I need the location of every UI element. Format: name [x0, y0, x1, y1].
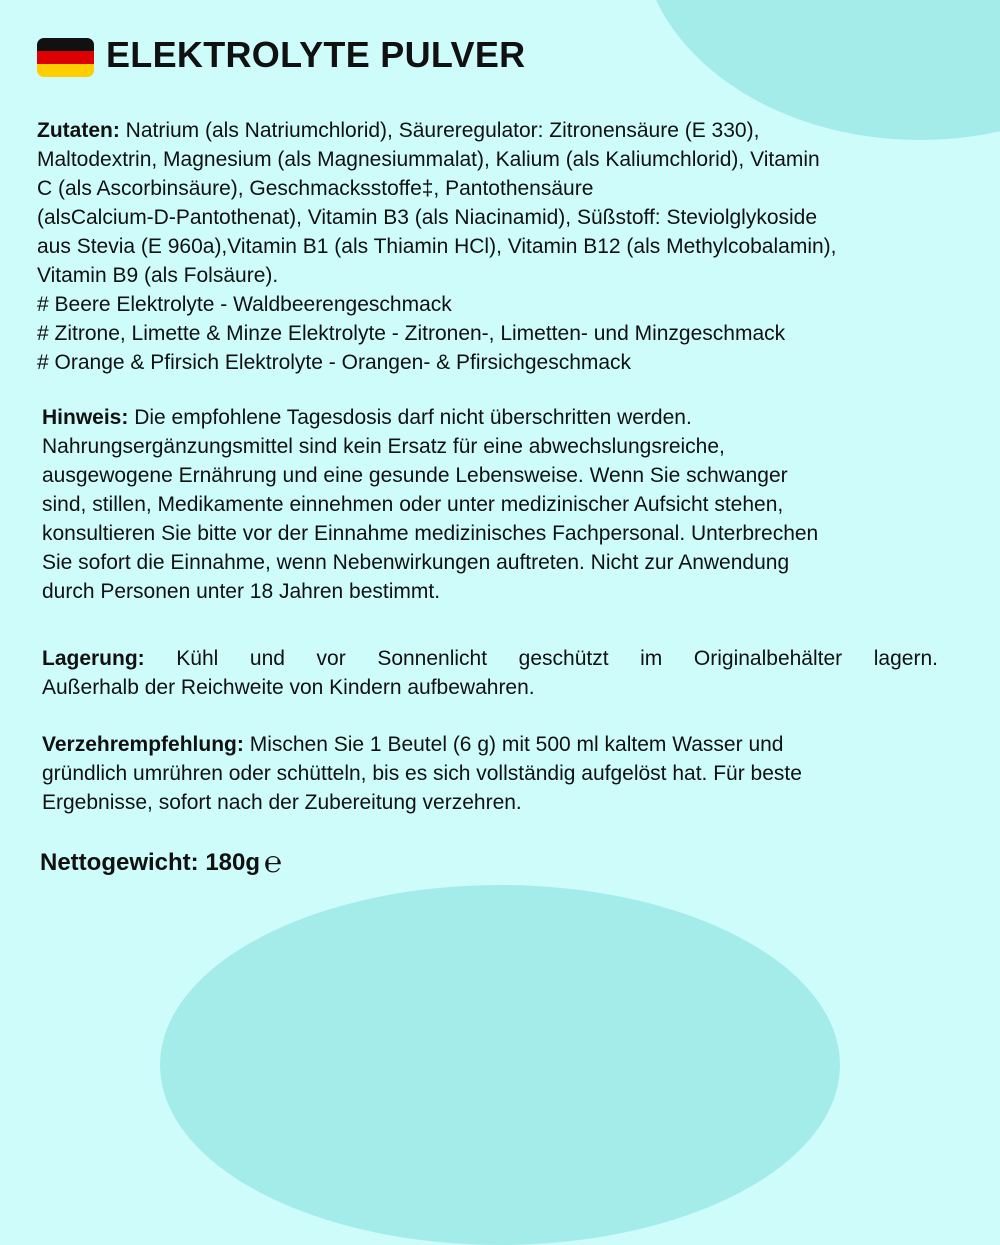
storage-word: geschützt — [518, 647, 609, 670]
storage-label: Lagerung: — [42, 647, 145, 670]
hint-line: Nahrungsergänzungsmittel sind kein Ersatz für eine abwechslungsreiche, — [42, 435, 725, 458]
hint-section — [42, 403, 962, 606]
hint-text: Die empfohlene Tagesdosis darf nicht überschritten werden. — [128, 406, 692, 429]
estimated-sign-icon: ℮ — [264, 845, 283, 880]
usage-label: Verzehrempfehlung: — [42, 733, 244, 756]
storage-word: Originalbehälter — [693, 647, 843, 670]
storage-section — [42, 644, 938, 702]
flavor-line: # Orange & Pfirsich Elektrolyte - Orangen- & Pfirsichgeschmack — [37, 351, 632, 374]
storage-word: Sonnenlicht — [377, 647, 488, 670]
ingredients-line: aus Stevia (E 960a),Vitamin B1 (als Thiamin HCl), Vitamin B12 (als Methylcobalamin), — [37, 235, 837, 258]
hint-label: Hinweis: — [42, 406, 129, 429]
net-weight — [40, 846, 282, 880]
storage-word: vor — [316, 647, 346, 670]
storage-word: Kühl — [176, 647, 219, 670]
ingredients-line: (alsCalcium-D-Pantothenat), Vitamin B3 (als Niacinamid), Süßstoff: Steviolglykoside — [37, 206, 818, 229]
hint-line: Sie sofort die Einnahme, wenn Nebenwirkungen auftreten. Nicht zur Anwendung — [42, 551, 790, 574]
ingredients-label: Zutaten: — [37, 119, 120, 142]
usage-text: Mischen Sie 1 Beutel (6 g) mit 500 ml kaltem Wasser und — [243, 733, 784, 756]
hint-line: ausgewogene Ernährung und eine gesunde Lebensweise. Wenn Sie schwanger — [42, 464, 788, 487]
ingredients-text: Natrium (als Natriumchlorid), Säureregulator: Zitronensäure (E 330), — [119, 119, 760, 142]
storage-word: und — [249, 647, 285, 670]
flag-stripe-red — [37, 51, 94, 64]
ingredients-line: C (als Ascorbinsäure), Geschmacksstoffe‡, Pantothensäure — [37, 177, 594, 200]
usage-line: Ergebnisse, sofort nach der Zubereitung verzehren. — [42, 791, 522, 814]
flag-stripe-black — [37, 38, 94, 51]
page-title: ELEKTROLYTE PULVER — [106, 34, 526, 75]
ingredients-line — [37, 116, 977, 145]
flavor-line: # Beere Elektrolyte - Waldbeerengeschmack — [37, 293, 452, 316]
storage-word: im — [640, 647, 663, 670]
storage-line — [42, 644, 938, 673]
hint-line: konsultieren Sie bitte vor der Einnahme medizinisches Fachpersonal. Unterbrechen — [42, 522, 819, 545]
flavor-line: # Zitrone, Limette & Minze Elektrolyte - Zitronen-, Limetten- und Minzgeschmack — [37, 322, 786, 345]
usage-line: gründlich umrühren oder schütteln, bis es sich vollständig aufgelöst hat. Für beste — [42, 762, 802, 785]
hint-line: sind, stillen, Medikamente einnehmen oder unter medizinischer Aufsicht stehen, — [42, 493, 784, 516]
storage-line: Außerhalb der Reichweite von Kindern aufbewahren. — [42, 676, 535, 699]
hint-line — [42, 403, 962, 432]
hint-line: durch Personen unter 18 Jahren bestimmt. — [42, 580, 441, 603]
net-weight-label: Nettogewicht: 180g — [40, 849, 261, 876]
germany-flag-icon — [37, 38, 94, 77]
ingredients-line: Maltodextrin, Magnesium (als Magnesiummalat), Kalium (als Kaliumchlorid), Vitamin — [37, 148, 820, 171]
flag-stripe-gold — [37, 64, 94, 77]
storage-word: lagern. — [873, 647, 938, 670]
ingredients-section — [37, 116, 977, 377]
usage-section — [42, 730, 962, 817]
ingredients-line: Vitamin B9 (als Folsäure). — [37, 264, 279, 287]
usage-line — [42, 730, 962, 759]
decorative-blob-bottom — [160, 885, 840, 1245]
